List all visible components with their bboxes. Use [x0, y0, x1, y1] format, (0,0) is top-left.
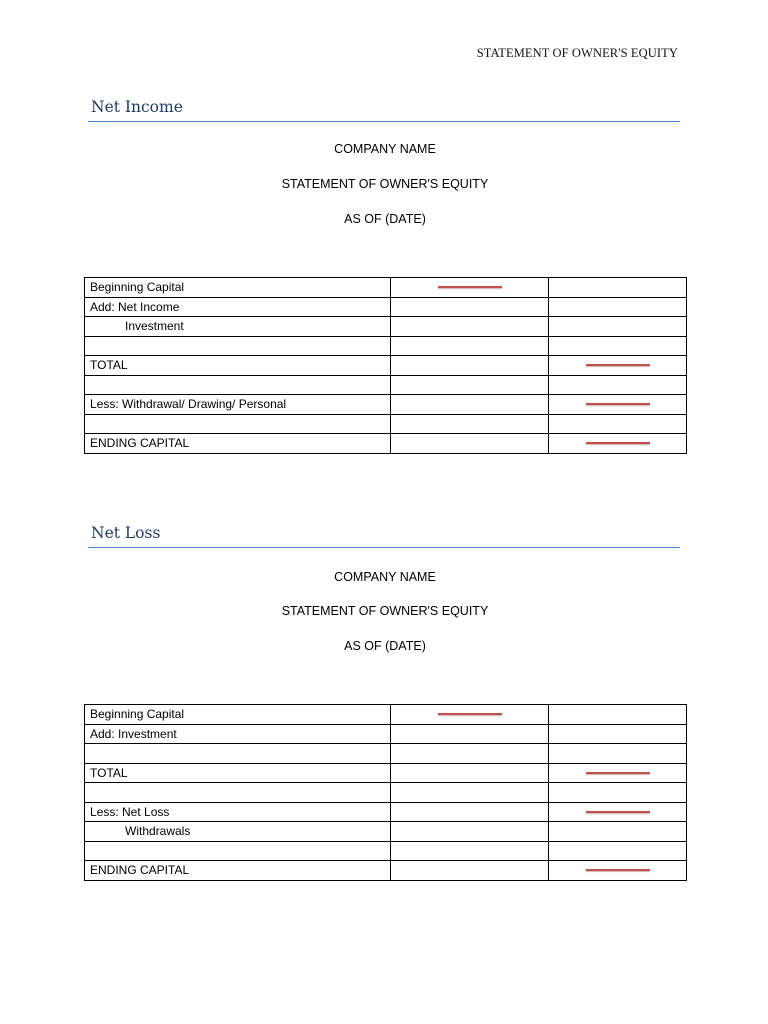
amount-cell[interactable] — [391, 317, 549, 337]
row-label: Add: Investment — [85, 724, 391, 744]
table-row — [85, 744, 687, 764]
amount-cell[interactable] — [391, 763, 549, 783]
amount-cell[interactable] — [391, 375, 549, 395]
row-label: Less: Net Loss — [85, 802, 391, 822]
table-row — [85, 395, 687, 415]
table-row — [85, 783, 687, 803]
company-name: COMPANY NAME — [334, 142, 436, 156]
table-row — [85, 414, 687, 434]
amount-cell[interactable] — [391, 822, 549, 842]
total-cell[interactable] — [549, 705, 687, 725]
table-row — [85, 278, 687, 298]
statement-title: STATEMENT OF OWNER'S EQUITY — [281, 604, 489, 618]
total-cell[interactable] — [549, 414, 687, 434]
table-row — [85, 317, 687, 337]
statement-title: STATEMENT OF OWNER'S EQUITY — [281, 177, 489, 191]
total-cell[interactable] — [549, 278, 687, 298]
table-row — [85, 434, 687, 454]
amount-cell[interactable] — [391, 744, 549, 764]
table-row — [85, 802, 687, 822]
total-cell[interactable] — [549, 356, 687, 376]
amount-cell[interactable] — [391, 724, 549, 744]
total-cell[interactable] — [549, 336, 687, 356]
row-label: Less: Withdrawal/ Drawing/ Personal — [85, 395, 391, 415]
value-line — [586, 772, 650, 774]
row-label — [85, 375, 391, 395]
total-cell[interactable] — [549, 861, 687, 881]
as-of-date: AS OF (DATE) — [344, 639, 426, 653]
table-row — [85, 375, 687, 395]
value-line — [586, 811, 650, 813]
row-label — [85, 744, 391, 764]
equity-table-net-income — [84, 277, 687, 454]
page-header: STATEMENT OF OWNER'S EQUITY — [476, 46, 678, 60]
amount-cell[interactable] — [391, 414, 549, 434]
row-label: TOTAL — [85, 356, 391, 376]
value-line — [586, 364, 650, 366]
amount-cell[interactable] — [391, 297, 549, 317]
table-row — [85, 356, 687, 376]
amount-cell[interactable] — [391, 356, 549, 376]
total-cell[interactable] — [549, 802, 687, 822]
row-label: Withdrawals — [85, 822, 391, 842]
table-row — [85, 861, 687, 881]
amount-cell[interactable] — [391, 278, 549, 298]
value-line — [586, 442, 650, 444]
table-row — [85, 297, 687, 317]
row-label — [85, 841, 391, 861]
row-label: ENDING CAPITAL — [85, 434, 391, 454]
row-label — [85, 336, 391, 356]
table-row — [85, 336, 687, 356]
table-row — [85, 724, 687, 744]
row-label: Add: Net Income — [85, 297, 391, 317]
total-cell[interactable] — [549, 724, 687, 744]
amount-cell[interactable] — [391, 783, 549, 803]
row-label: Investment — [85, 317, 391, 337]
total-cell[interactable] — [549, 763, 687, 783]
amount-cell[interactable] — [391, 802, 549, 822]
total-cell[interactable] — [549, 822, 687, 842]
amount-cell[interactable] — [391, 336, 549, 356]
section-heading-text: Net Income — [91, 98, 183, 116]
row-label: Beginning Capital — [85, 278, 391, 298]
value-line — [438, 286, 502, 288]
table-row — [85, 705, 687, 725]
section-heading-net-loss — [88, 519, 680, 548]
value-line — [438, 713, 502, 715]
amount-cell[interactable] — [391, 841, 549, 861]
section-heading-net-income — [88, 93, 680, 122]
total-cell[interactable] — [549, 375, 687, 395]
table-row — [85, 841, 687, 861]
total-cell[interactable] — [549, 317, 687, 337]
as-of-date: AS OF (DATE) — [344, 212, 426, 226]
row-label: TOTAL — [85, 763, 391, 783]
amount-cell[interactable] — [391, 395, 549, 415]
row-label: ENDING CAPITAL — [85, 861, 391, 881]
table-row — [85, 763, 687, 783]
total-cell[interactable] — [549, 297, 687, 317]
amount-cell[interactable] — [391, 705, 549, 725]
row-label — [85, 414, 391, 434]
section-heading-text: Net Loss — [91, 524, 161, 542]
total-cell[interactable] — [549, 783, 687, 803]
equity-table-net-loss — [84, 704, 687, 881]
total-cell[interactable] — [549, 395, 687, 415]
total-cell[interactable] — [549, 434, 687, 454]
row-label: Beginning Capital — [85, 705, 391, 725]
table-row — [85, 822, 687, 842]
amount-cell[interactable] — [391, 434, 549, 454]
value-line — [586, 403, 650, 405]
value-line — [586, 869, 650, 871]
company-name: COMPANY NAME — [334, 570, 436, 584]
row-label — [85, 783, 391, 803]
amount-cell[interactable] — [391, 861, 549, 881]
total-cell[interactable] — [549, 841, 687, 861]
total-cell[interactable] — [549, 744, 687, 764]
